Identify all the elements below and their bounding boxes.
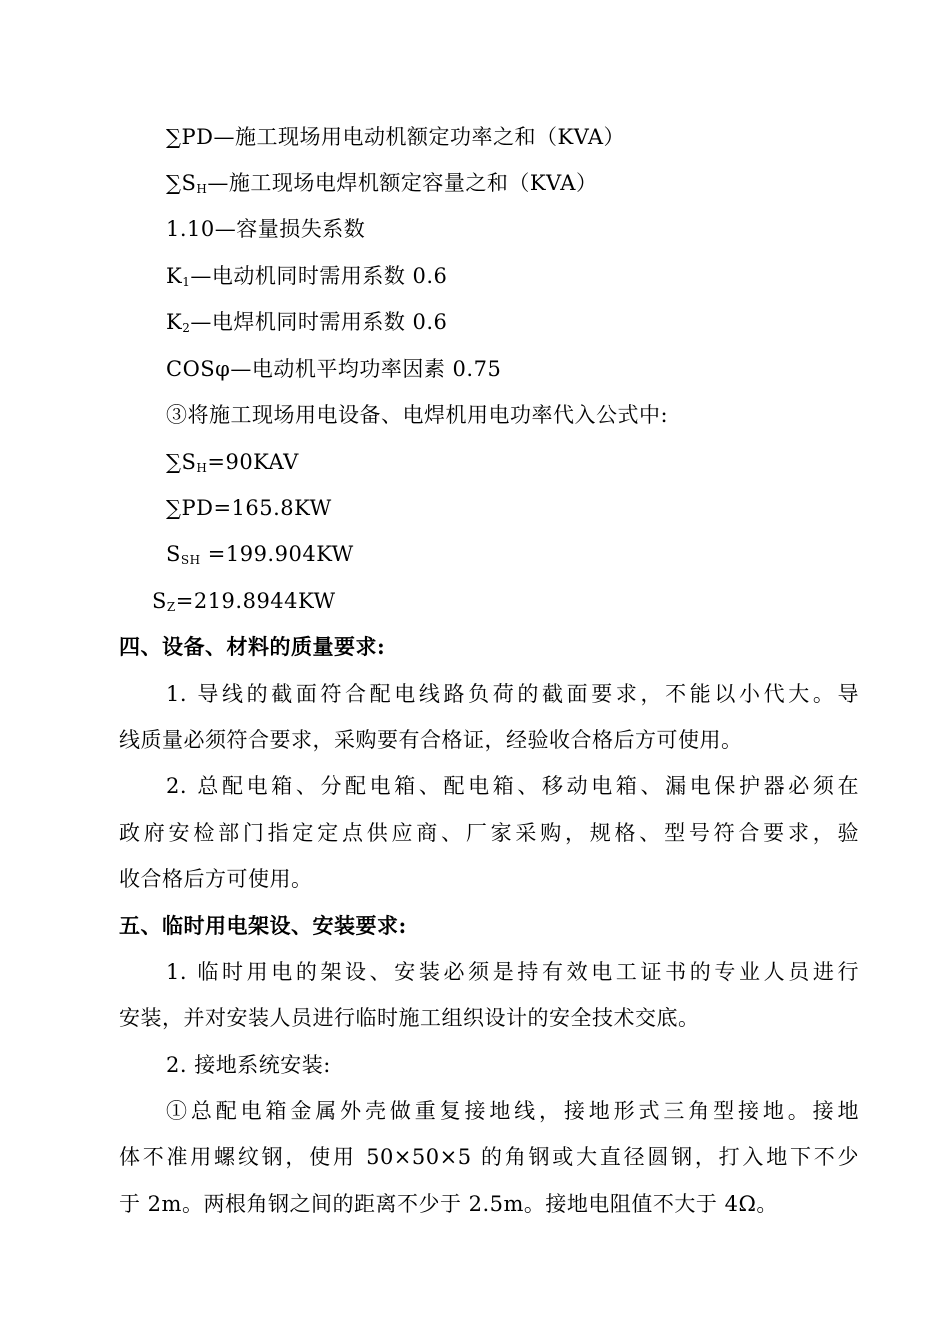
value-sz-symbol: S [152, 589, 167, 613]
def-k1-symbol: K [166, 264, 183, 288]
section-5-p1-line1: 1. 临时用电的架设、安装必须是持有效电工证书的专业人员进行 [166, 960, 859, 984]
value-ssh-text: =199.904KW [200, 542, 354, 566]
section-5-p3-line3: 于 2m。两根角钢之间的距离不少于 2.5m。接地电阻值不大于 4Ω。 [119, 1192, 778, 1216]
def-sum-sh-text: —施工现场电焊机额定容量之和（KVA） [207, 171, 598, 195]
value-sum-pd: ∑PD=165.8KW [166, 496, 332, 520]
section-5-heading: 五、临时用电架设、安装要求: [119, 913, 407, 938]
section-4-p1-line2: 线质量必须符合要求，采购要有合格证，经验收合格后方可使用。 [119, 728, 743, 752]
def-k2-symbol: K [166, 310, 183, 334]
section-5-p3-line1: ①总配电箱金属外壳做重复接地线，接地形式三角型接地。接地 [166, 1099, 859, 1123]
def-sum-sh-symbol: ∑S [166, 171, 197, 195]
def-sum-pd-symbol: ∑PD [166, 125, 214, 149]
def-k2 [166, 307, 447, 337]
value-sz-sub: Z [166, 600, 176, 614]
def-k1 [166, 261, 447, 291]
def-k1-text: —电动机同时需用系数 0.6 [190, 264, 448, 288]
section-4-p2-line2: 政府安检部门指定定点供应商、厂家采购，规格、型号符合要求，验 [119, 821, 859, 845]
section-5-p2: 2. 接地系统安装: [166, 1053, 331, 1077]
value-ssh [166, 539, 354, 569]
section-5-p3-line2: 体不准用螺纹钢，使用 50×50×5 的角钢或大直径圆钢，打入地下不少 [119, 1145, 859, 1169]
value-sum-sh-symbol: ∑S [166, 450, 197, 474]
value-ssh-symbol: S [166, 542, 181, 566]
value-sum-sh-sub: H [196, 461, 208, 475]
section-4-p1-line1: 1. 导线的截面符合配电线路负荷的截面要求，不能以小代大。导 [166, 682, 859, 706]
def-sum-sh-sub: H [196, 182, 208, 196]
step-3: ③将施工现场用电设备、电焊机用电功率代入公式中: [166, 403, 669, 427]
def-k2-sub: 2 [182, 321, 191, 335]
section-5-p1-line2: 安装，并对安装人员进行临时施工组织设计的安全技术交底。 [119, 1006, 700, 1030]
def-k2-text: —电焊机同时需用系数 0.6 [190, 310, 448, 334]
def-k1-sub: 1 [182, 275, 191, 289]
value-sz [152, 586, 336, 616]
def-cos: COSφ—电动机平均功率因素 0.75 [166, 357, 502, 381]
value-ssh-sub: SH [180, 553, 201, 567]
def-sum-pd-text: —施工现场用电动机额定功率之和（KVA） [213, 125, 626, 149]
def-loss: 1.10—容量损失系数 [166, 217, 366, 241]
value-sum-sh [166, 447, 299, 477]
section-4-heading: 四、设备、材料的质量要求: [119, 634, 386, 659]
value-sum-sh-text: =90KAV [207, 450, 299, 474]
value-sz-text: =219.8944KW [175, 589, 336, 613]
section-4-p2-line3: 收合格后方可使用。 [119, 867, 313, 891]
def-sum-pd [166, 122, 625, 152]
def-sum-sh [166, 168, 597, 198]
section-4-p2-line1: 2. 总配电箱、分配电箱、配电箱、移动电箱、漏电保护器必须在 [166, 774, 859, 798]
